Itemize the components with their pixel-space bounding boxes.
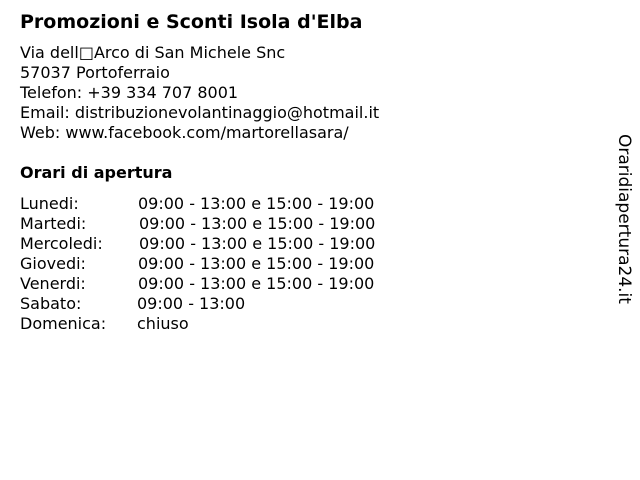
- day-label: Sabato:: [20, 294, 82, 313]
- site-brand-vertical[interactable]: Oraridiapertura24.it: [614, 134, 634, 304]
- day-label: Domenica:: [20, 314, 107, 333]
- time-value: 09:00 - 13:00 e 15:00 - 19:00: [139, 214, 376, 233]
- hours-heading: Orari di apertura: [20, 163, 173, 182]
- time-value: 09:00 - 13:00: [137, 294, 246, 313]
- time-value: 09:00 - 13:00 e 15:00 - 19:00: [138, 274, 375, 293]
- email-line[interactable]: Email: distribuzionevolantinaggio@hotmail.it: [20, 103, 380, 122]
- address-line: Via dell□Arco di San Michele Snc: [20, 43, 286, 62]
- city-line: 57037 Portoferraio: [20, 63, 170, 82]
- day-label: Martedi:: [20, 214, 87, 233]
- day-label: Giovedi:: [20, 254, 86, 273]
- day-label: Lunedi:: [20, 194, 79, 213]
- time-value: 09:00 - 13:00 e 15:00 - 19:00: [138, 194, 375, 213]
- contact-block: [20, 43, 379, 143]
- time-value: 09:00 - 13:00 e 15:00 - 19:00: [139, 234, 376, 253]
- phone-line[interactable]: Telefon: +39 334 707 8001: [20, 83, 239, 102]
- time-value: 09:00 - 13:00 e 15:00 - 19:00: [138, 254, 375, 273]
- day-label: Mercoledi:: [20, 234, 103, 253]
- day-label: Venerdi:: [20, 274, 86, 293]
- web-line[interactable]: Web: www.facebook.com/martorellasara/: [20, 123, 349, 142]
- time-value: chiuso: [137, 314, 189, 333]
- business-title: Promozioni e Sconti Isola d'Elba: [20, 11, 363, 33]
